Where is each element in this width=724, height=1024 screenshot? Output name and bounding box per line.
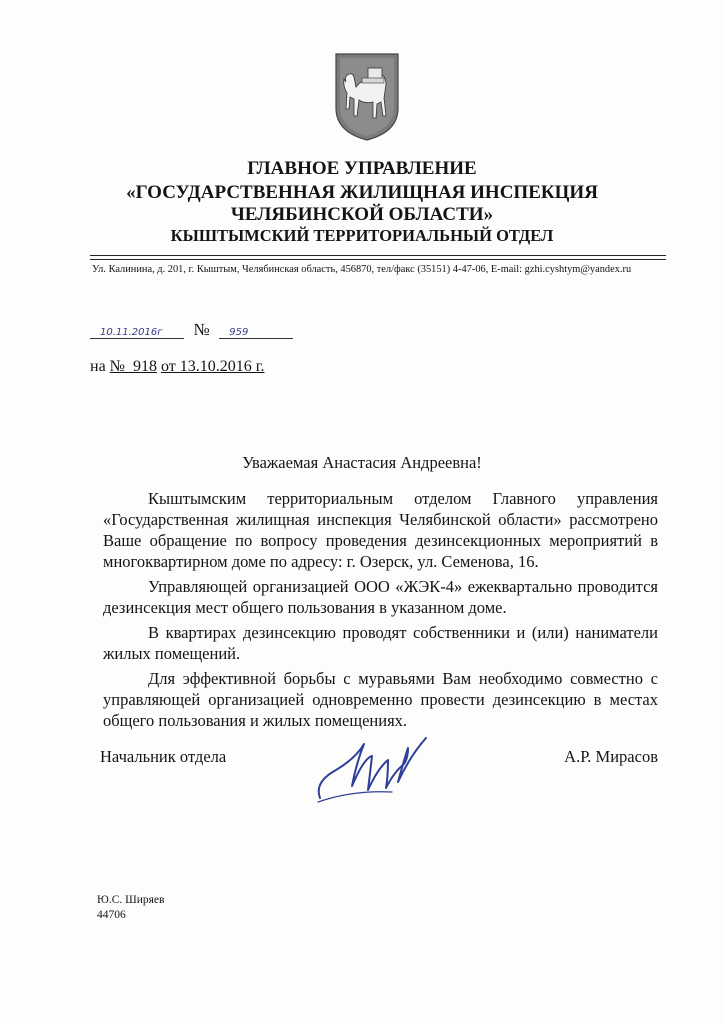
paragraph-4: Для эффективной борьбы с муравьями Вам необходимо совместно с управляющей организацией одновременно провести дезинсекцию в местах общего пользования и жилых помещениях. xyxy=(103,669,658,730)
registration-number: 959 xyxy=(219,327,293,339)
letter-body xyxy=(103,488,658,735)
reference-number: № 918 xyxy=(109,358,157,375)
org-address: Ул. Калинина, д. 201, г. Кыштым, Челябинская область, 456870, тел/факс (35151) 4-47-06, E-mail: gzhi.cyshtym@yandex.ru xyxy=(92,264,632,275)
department-title: КЫШТЫМСКИЙ ТЕРРИТОРИАЛЬНЫЙ ОТДЕЛ xyxy=(170,226,554,245)
org-title-line2: «ГОСУДАРСТВЕННАЯ ЖИЛИЩНАЯ ИНСПЕКЦИЯ xyxy=(126,182,598,203)
paragraph-3: В квартирах дезинсекцию проводят собственники и (или) наниматели жилых помещений. xyxy=(103,623,658,663)
coat-of-arms-icon xyxy=(332,50,402,142)
reference-line xyxy=(90,358,264,376)
registration-line xyxy=(90,320,293,340)
org-title-line3: ЧЕЛЯБИНСКОЙ ОБЛАСТИ» xyxy=(230,204,494,225)
header-divider-thin xyxy=(90,259,666,260)
executor-phone: 44706 xyxy=(97,909,126,921)
signer-position: Начальник отдела xyxy=(100,747,227,766)
number-sign: № xyxy=(193,320,210,339)
executor-block xyxy=(97,893,164,923)
handwritten-signature-icon xyxy=(312,730,452,810)
signer-name: А.Р. Мирасов xyxy=(564,747,658,766)
greeting: Уважаемая Анастасия Андреевна! xyxy=(242,453,482,472)
reference-date: от 13.10.2016 г. xyxy=(160,358,265,375)
org-title-line1: ГЛАВНОЕ УПРАВЛЕНИЕ xyxy=(247,158,477,179)
paragraph-1: Кыштымским территориальным отделом Главного управления «Государственная жилищная инспекция Челябинской области» рассмотрено Ваше обращение по вопросу проведения дезинсекционных мероприятий в многоквартирном доме по адресу: г. Озерск, ул. Семенова, 16. xyxy=(103,489,658,571)
reference-prefix: на xyxy=(90,358,106,375)
registration-date: 10.11.2016г xyxy=(90,327,184,339)
paragraph-2: Управляющей организацией ООО «ЖЭК-4» ежеквартально проводится дезинсекция мест общего пользования в указанном доме. xyxy=(103,577,658,617)
header-divider-thick xyxy=(90,255,666,256)
executor-name: Ю.С. Ширяев xyxy=(97,894,165,906)
